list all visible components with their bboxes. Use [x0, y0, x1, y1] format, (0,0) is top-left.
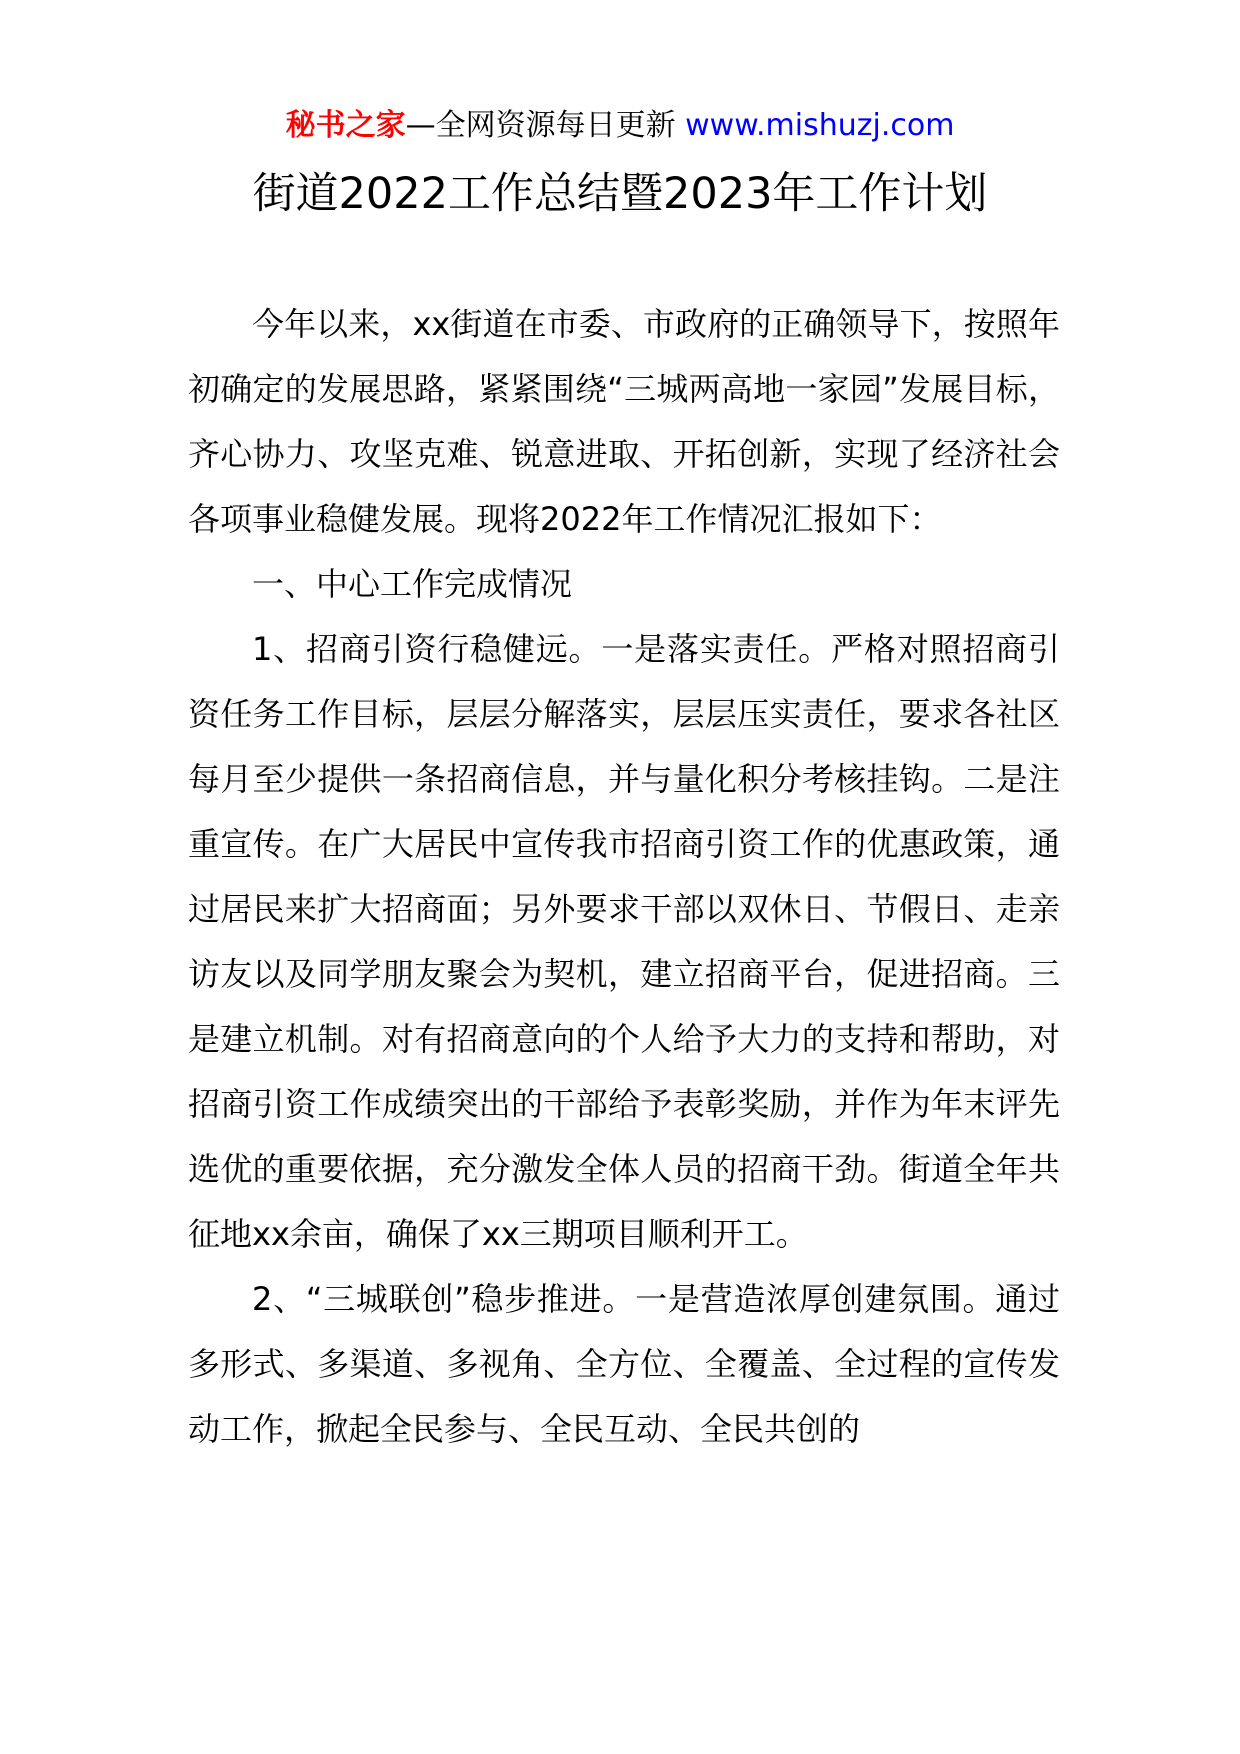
site-banner — [0, 106, 1240, 146]
brand-name: 秘书之家 — [285, 108, 406, 143]
investment-paragraph: 1、招商引资行稳健远。一是落实责任。严格对照招商引资任务工作目标，层层分解落实，层层压实责任，要求各社区每月至少提供一条招商信息，并与量化积分考核挂钩。二是注重宣传。在广大居民中宣传我市招商引资工作的优惠政策，通过居民来扩大招商面；另外要求干部以双休日、节假日、走亲访友以及同学朋友聚会为契机，建立招商平台，促进招商。三是建立机制。对有招商意向的个人给予大力的支持和帮助，对招商引资工作成绩突出的干部给予表彰奖励，并作为年末评先选优的重要依据，充分激发全体人员的招商干劲。街道全年共征地xx余亩，确保了xx三期项目顺利开工。 — [188, 630, 1060, 1253]
document-body — [188, 292, 1060, 1462]
section-heading: 一、中心工作完成情况 — [252, 565, 573, 603]
document-title: 街道2022工作总结暨2023年工作计划 — [252, 169, 988, 219]
site-url-link[interactable]: www.mishuzj.com — [685, 108, 955, 143]
banner-tagline: —全网资源每日更新 — [405, 108, 676, 143]
intro-paragraph: 今年以来，xx街道在市委、市政府的正确领导下，按照年初确定的发展思路，紧紧围绕“三城两高地一家园”发展目标，齐心协力、攻坚克难、锐意进取、开拓创新，实现了经济社会各项事业稳健发展。现将2022年工作情况汇报如下： — [188, 305, 1060, 538]
three-cities-paragraph: 2、“三城联创”稳步推进。一是营造浓厚创建氛围。通过多形式、多渠道、多视角、全方位、全覆盖、全过程的宣传发动工作，掀起全民参与、全民互动、全民共创的 — [188, 1280, 1060, 1448]
